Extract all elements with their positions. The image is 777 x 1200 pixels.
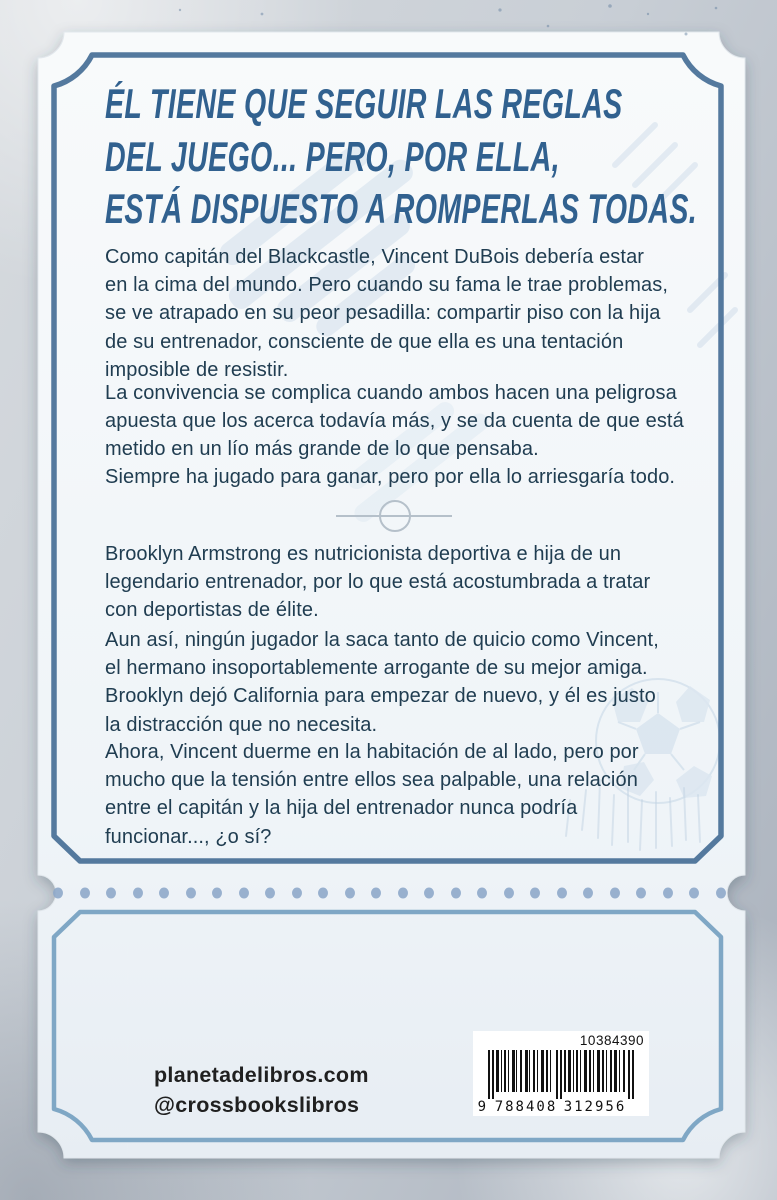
- synopsis-paragraph: [105, 463, 675, 491]
- tagline-line: DEL JUEGO... PERO, POR ELLA,: [105, 132, 560, 180]
- barcode: [473, 1031, 649, 1116]
- synopsis-line: Siempre ha jugado para ganar, pero por ella lo arriesgaría todo.: [105, 466, 676, 488]
- synopsis-paragraph: [105, 626, 659, 739]
- section-divider: [336, 500, 452, 531]
- synopsis-line: mucho que la tensión entre ellos sea palpable, una relación: [105, 769, 638, 792]
- website-url: planetadelibros.com: [154, 1063, 369, 1087]
- synopsis-line: Como capitán del Blackcastle, Vincent DuBois debería estar: [105, 246, 645, 268]
- synopsis-line: Brooklyn dejó California para empezar de nuevo, y él es justo: [105, 685, 656, 708]
- isbn-group-1: 788408: [494, 1099, 558, 1115]
- synopsis-line: La convivencia se complica cuando ambos hacen una peligrosa: [105, 382, 677, 404]
- synopsis-line: el hermano insoportablemente arrogante de su mejor amiga.: [105, 657, 648, 680]
- synopsis-line: Brooklyn Armstrong es nutricionista deportiva e hija de un: [105, 543, 622, 565]
- divider-circle-icon: [379, 500, 411, 532]
- synopsis-paragraph: [105, 243, 668, 384]
- synopsis-line: Ahora, Vincent duerme en la habitación de al lado, pero por: [105, 741, 639, 763]
- synopsis-line: apuesta que los acerca todavía más, y se da cuenta de que está: [105, 410, 684, 433]
- synopsis-paragraph: [105, 540, 650, 625]
- isbn-group-2: 312956: [563, 1099, 627, 1115]
- synopsis-line: se ve atrapado en su peor pesadilla: compartir piso con la hija: [105, 302, 661, 325]
- synopsis-line: entre el capitán y la hija del entrenador nunca podría: [105, 797, 578, 820]
- tagline-line: ESTÁ DISPUESTO A ROMPERLAS TODAS.: [105, 185, 698, 232]
- barcode-bars: [488, 1050, 634, 1099]
- publisher-links: [154, 1061, 369, 1120]
- barcode-top-code: 10384390: [579, 1033, 644, 1048]
- synopsis-line: en la cima del mundo. Pero cuando su fama le trae problemas,: [105, 274, 668, 297]
- social-handle: @crossbookslibros: [154, 1092, 360, 1117]
- synopsis-paragraph: [105, 738, 639, 851]
- synopsis-line: metido en un lío más grande de lo que pensaba.: [105, 438, 539, 461]
- synopsis-line: legendario entrenador, por lo que está acostumbrada a tratar: [105, 571, 651, 594]
- synopsis-line: la distracción que no necesita.: [105, 713, 378, 736]
- barcode-graphic: [473, 1031, 649, 1116]
- synopsis-line: de su entrenador, consciente de que ella es una tentación: [105, 330, 624, 353]
- synopsis-line: con deportistas de élite.: [105, 599, 319, 622]
- isbn-digit-left: 9: [477, 1099, 486, 1115]
- synopsis-line: Aun así, ningún jugador la saca tanto de quicio como Vincent,: [105, 629, 659, 651]
- tagline-headline: [105, 78, 697, 236]
- speckles: [179, 4, 718, 35]
- synopsis-line: imposible de resistir.: [105, 358, 289, 381]
- synopsis-line: funcionar..., ¿o sí?: [105, 825, 272, 848]
- synopsis-paragraph: [105, 379, 684, 464]
- tagline-line: ÉL TIENE QUE SEGUIR LAS REGLAS: [105, 80, 623, 127]
